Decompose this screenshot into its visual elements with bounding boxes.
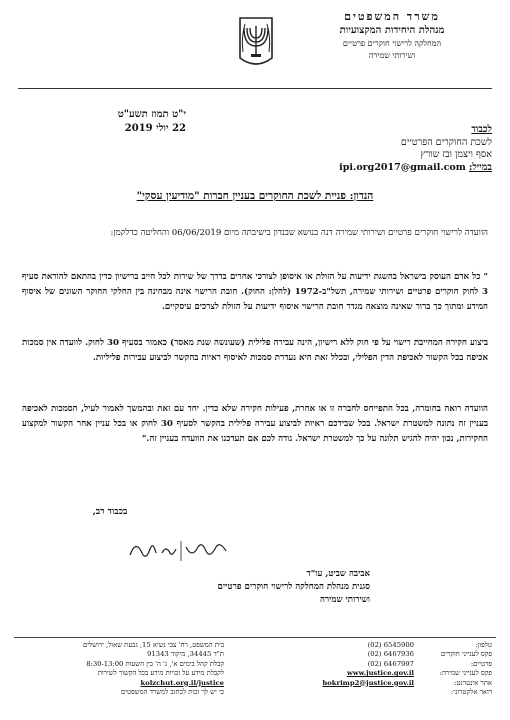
address-line: קבלת קהל בימים א', ג' ה' בין השעות 8:30-13:00 xyxy=(86,659,224,668)
closing-regards: בכבוד רב, xyxy=(92,507,128,517)
address-line: ת"ד 34445, מיקוד 91343 xyxy=(147,650,224,659)
footer-divider xyxy=(14,637,496,638)
letter-date xyxy=(26,108,186,136)
date-hebrew: י"ט תמוז תשע"ט xyxy=(117,109,186,120)
kolzchut-link[interactable]: kolzchut.org.il/justice xyxy=(140,678,224,687)
letter-subject: הנדון: פניית לשכת החוקרים בעניין חברות "מודיעין עסקי" xyxy=(136,190,374,202)
footer-label: דואר אלקטרוני: xyxy=(451,688,492,697)
body-paragraph-3: ביצוע חקירה המחייבת רישוי על פי חוק ללא רישיון, הינה עבירה פלילית (שעונשה שנת מאסר) כאמור בסעיף 30 לחוק. לוועדה אין סמכות אכיפה בכל הקשור לאכיפת הדין הפלילי, ובכלל זאת היא נעדרת סמכות לאיסוף ראיות בהקשר לביצוע עבירות פליליות. xyxy=(22,338,488,363)
recipient-block xyxy=(192,124,492,174)
footer-address xyxy=(14,641,224,697)
signer-block xyxy=(150,568,370,607)
address-line: בית המשפט, רח' צבי נשיא 15, גבעת שאול, ירושלים xyxy=(83,641,224,649)
authority-name: מנהלת היחידות המקצועיות xyxy=(339,25,445,36)
body-paragraph-2: " כל אדם העוסק בישראל בהשגת ידיעות על הזולת או איסופן לצורכי אחרים בדרך של שירות לכל חייב ברישיון כדין בהתאם להוראת סעיף 3 לחוק חוקרים פרטיים ושירותי שמירה, תשל"ב-1972 (להלן: החוק). חובת הרישוי אינה מבחינה בין החלקי החוקר השונים של איסוף המידע ומתוך כך ברור שאינה מוצאה מגדר חובת הרישוי איסוף ידיעות על הזולת לצרכים עיסקיים. xyxy=(22,272,488,312)
email-label: במייל: xyxy=(468,161,492,173)
signer-title: סגנית מנהלת המחלקה לרישוי חוקרים פרטיים xyxy=(217,582,370,592)
handwritten-signature xyxy=(126,535,234,565)
footer-label: פקס לענייני חוקרים פרטיים: xyxy=(441,650,492,668)
state-emblem-icon xyxy=(236,14,276,72)
letterhead xyxy=(292,10,492,62)
website-link[interactable]: www.justice.gov.il xyxy=(346,669,414,678)
recipient-organization: לשכת החוקרים הפרטיים xyxy=(400,136,492,148)
footer-label: פקס לענייני שמירה: xyxy=(439,669,492,678)
salutation: לכבוד xyxy=(471,124,492,135)
body-paragraph-4: הוועדה רואה בחומרה, בכל התפייחס לחברה זו או אחרת, פעילות חקירה שלא כדין. יחד עם זאת ובהמשך לאמור לעיל, הסמכות לאכיפה בעניין זה נתונה למשטרת ישראל. בכל שבידכם ראיות לביצוע עבירה פלילית בהקשר לסעיף 30 לחוק או בכל עניין אחר הקשור למקצוע החקירות, נכון יהיה להגיש תלונה על כך למשטרת ישראל. נודה לכם אם תעדכנו את הוועדה בעניין זה." xyxy=(22,404,488,444)
address-line: לקבלת מידע על זכויות מידע בכל הקשור לשירות xyxy=(97,669,224,678)
body-paragraph-1: הוועדה לרישוי חוקרים פרטיים ושירותי שמירה דנה בנושא שבנדון בישיבתה מיום 06/06/2019 והחליטה כדלקמן: xyxy=(110,228,488,238)
footer-label: טלפון: xyxy=(475,641,492,649)
fax-security: (02) 6467997 xyxy=(367,659,414,668)
address-line: כי יש לך זכות לכתוב למשרד המשפטים xyxy=(120,688,224,697)
footer-contact-labels xyxy=(422,641,492,697)
recipient-email: ipi.org2017@gmail.com xyxy=(339,161,466,173)
signer-title-line2: ושירותי שמירה xyxy=(319,595,370,605)
recipient-names: אסף ויצמן ובז שורץ xyxy=(420,149,492,160)
department-name: המחלקה לרישוי חוקרים פרטיים xyxy=(342,39,442,48)
header-divider xyxy=(18,88,492,89)
footer-contact-values xyxy=(294,641,414,688)
email-link[interactable]: hokrimp2@justice.gov.il xyxy=(322,678,414,687)
footer-label: אתר אינטרנט: xyxy=(454,678,492,687)
phone-number: (02) 6545900 xyxy=(367,641,414,649)
signer-name: אביבה שביט, עו"ד xyxy=(306,569,370,579)
date-gregorian: 22 יולי 2019 xyxy=(124,123,186,134)
fax-investigators: (02) 6467936 xyxy=(367,650,414,659)
department-name-line2: ושירותי שמירה xyxy=(368,51,416,60)
ministry-name: משרד המשפטים xyxy=(344,10,440,23)
